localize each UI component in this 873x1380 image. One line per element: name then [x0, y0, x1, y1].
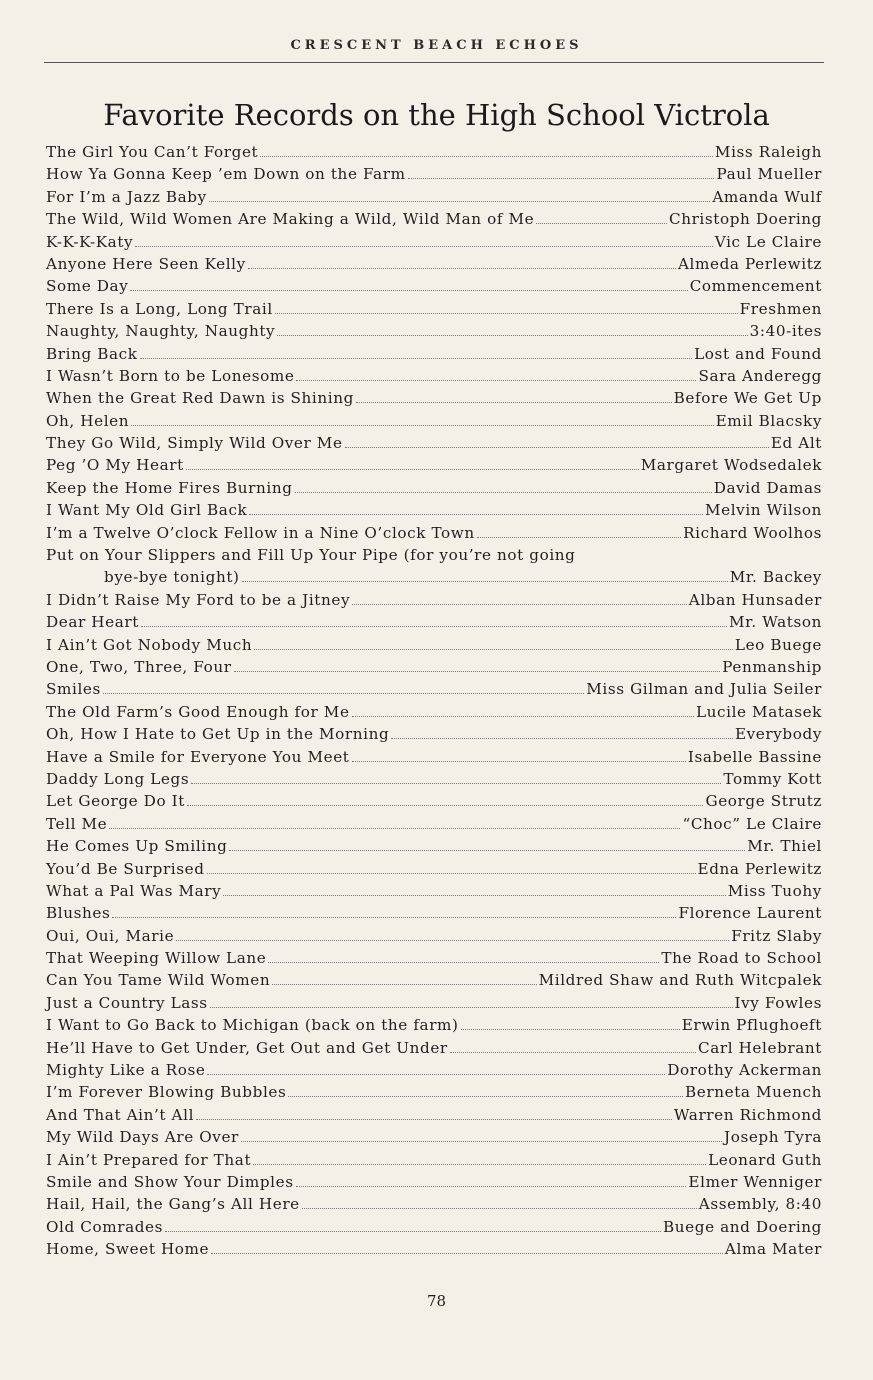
- record-row: [46, 1081, 822, 1103]
- dot-leader: [229, 850, 745, 851]
- dot-leader: [302, 1208, 697, 1209]
- record-row: [46, 1216, 822, 1238]
- record-row: [46, 835, 822, 857]
- record-row: [46, 1193, 822, 1215]
- record-person: Alma Mater: [724, 1240, 822, 1259]
- record-song: Oui, Oui, Marie: [46, 926, 175, 945]
- record-person: Buege and Doering: [663, 1217, 822, 1236]
- record-row: [46, 1104, 822, 1126]
- record-person: Ed Alt: [770, 434, 822, 453]
- record-song: Just a Country Lass: [46, 993, 208, 1012]
- record-song: Home, Sweet Home: [46, 1240, 210, 1259]
- record-song: Oh, Helen: [46, 411, 130, 430]
- record-song: There Is a Long, Long Trail: [46, 299, 273, 318]
- dot-leader: [352, 716, 694, 717]
- record-song: He Comes Up Smiling: [46, 837, 228, 856]
- dot-leader: [130, 290, 687, 291]
- record-row: [46, 858, 822, 880]
- record-song: And That Ain’t All: [46, 1105, 195, 1124]
- dot-leader: [209, 201, 711, 202]
- dot-leader: [296, 380, 696, 381]
- record-row: [46, 141, 822, 163]
- record-person: Penmanship: [722, 658, 822, 676]
- dot-leader: [254, 649, 733, 650]
- page-title: Favorite Records on the High School Victrola: [103, 98, 770, 132]
- record-song: What a Pal Was Mary: [46, 881, 222, 900]
- record-song: I Didn’t Raise My Ford to be a Jitney: [46, 590, 351, 609]
- record-person: Dorothy Ackerman: [667, 1061, 822, 1080]
- record-row: [46, 790, 822, 812]
- record-song: I’m Forever Blowing Bubbles: [46, 1083, 287, 1102]
- record-song: I Ain’t Got Nobody Much: [46, 635, 253, 654]
- dot-leader: [135, 246, 713, 247]
- record-row: [46, 947, 822, 969]
- dot-leader: [450, 1052, 696, 1053]
- record-row: [46, 231, 822, 253]
- dot-leader: [391, 738, 733, 739]
- record-person: Alban Hunsader: [688, 590, 822, 609]
- record-song: Let George Do It: [46, 792, 185, 811]
- record-song: I Wasn’t Born to be Lonesome: [46, 366, 295, 385]
- record-row: [46, 1059, 822, 1081]
- dot-leader: [295, 492, 712, 493]
- dot-leader: [141, 626, 727, 627]
- dot-leader: [234, 671, 721, 672]
- dot-leader: [112, 917, 676, 918]
- record-song: The Wild, Wild Women Are Making a Wild, Wild Man of Me: [46, 210, 535, 229]
- record-person: Mr. Watson: [729, 613, 822, 632]
- dot-leader: [275, 313, 738, 314]
- record-row: [46, 298, 822, 320]
- record-song: Blushes: [46, 904, 111, 923]
- record-row: [46, 1126, 822, 1148]
- record-row: [46, 1171, 822, 1193]
- record-row: [46, 163, 822, 185]
- record-row: [46, 320, 822, 342]
- dot-leader: [408, 178, 715, 179]
- record-person: Everybody: [734, 725, 822, 744]
- record-person: The Road to School: [661, 949, 822, 968]
- dot-leader: [345, 447, 769, 448]
- record-song: You’d Be Surprised: [46, 859, 205, 878]
- record-person: Mr. Thiel: [747, 837, 822, 856]
- record-row: [46, 410, 822, 432]
- record-row: [46, 992, 822, 1014]
- record-song: The Old Farm’s Good Enough for Me: [46, 702, 350, 721]
- record-row: [46, 656, 822, 678]
- record-person: Miss Raleigh: [714, 143, 822, 161]
- dot-leader: [207, 873, 696, 874]
- record-song: Smile and Show Your Dimples: [46, 1172, 294, 1191]
- record-person: Ivy Fowles: [734, 993, 822, 1012]
- record-person: “Choc” Le Claire: [682, 814, 822, 833]
- record-person: Lost and Found: [694, 344, 822, 363]
- record-song: Put on Your Slippers and Fill Up Your Pipe (for you’re not going: [46, 546, 576, 565]
- dot-leader: [186, 469, 639, 470]
- record-song: Smiles: [46, 680, 101, 699]
- record-person: Edna Perlewitz: [697, 859, 822, 878]
- record-song: Oh, How I Hate to Get Up in the Morning: [46, 725, 390, 744]
- dot-leader: [241, 1141, 722, 1142]
- page-number: 78: [426, 1292, 447, 1310]
- record-person: Carl Helebrant: [697, 1038, 822, 1057]
- dot-leader: [277, 335, 747, 336]
- dot-leader: [176, 940, 729, 941]
- record-row: [46, 880, 822, 902]
- record-row: [46, 902, 822, 924]
- record-song: Naughty, Naughty, Naughty: [46, 322, 276, 341]
- record-row: [46, 1037, 822, 1059]
- record-row: [46, 1238, 822, 1260]
- record-person: Freshmen: [739, 299, 822, 318]
- record-row: [46, 589, 822, 611]
- record-row: [46, 746, 822, 768]
- record-song: Have a Smile for Everyone You Meet: [46, 747, 350, 766]
- record-row: [46, 253, 822, 275]
- record-row: [46, 275, 822, 297]
- dot-leader: [296, 1186, 687, 1187]
- dot-leader: [288, 1096, 683, 1097]
- record-row: [46, 365, 822, 387]
- record-row: [46, 522, 822, 544]
- record-person: Christoph Doering: [668, 210, 822, 229]
- record-person: Florence Laurent: [678, 904, 822, 923]
- record-person: Emil Blacsky: [715, 411, 822, 430]
- record-person: Almeda Perlewitz: [677, 254, 822, 273]
- record-song: I Want My Old Girl Back: [46, 501, 248, 520]
- record-person: Berneta Muench: [685, 1083, 822, 1102]
- record-person: Leonard Guth: [708, 1150, 822, 1169]
- record-person: Fritz Slaby: [731, 926, 822, 945]
- record-song: Mighty Like a Rose: [46, 1061, 206, 1080]
- dot-leader: [477, 537, 681, 538]
- record-song: For I’m a Jazz Baby: [46, 187, 207, 206]
- record-person: Assembly, 8:40: [698, 1195, 822, 1214]
- record-song: When the Great Red Dawn is Shining: [46, 389, 354, 408]
- record-song: I Want to Go Back to Michigan (back on the farm): [46, 1016, 459, 1035]
- record-row: [46, 432, 822, 454]
- dot-leader: [352, 761, 686, 762]
- record-row: [46, 723, 822, 745]
- dot-leader: [268, 962, 659, 963]
- record-song: I’m a Twelve O’clock Fellow in a Nine O’clock Town: [46, 523, 475, 542]
- record-person: Warren Richmond: [673, 1105, 822, 1124]
- dot-leader: [253, 1164, 706, 1165]
- record-row: [46, 477, 822, 499]
- dot-leader: [223, 895, 725, 896]
- record-person: Mildred Shaw and Ruth Witcpalek: [538, 971, 822, 990]
- dot-leader: [196, 1119, 672, 1120]
- record-person: David Damas: [713, 478, 822, 497]
- record-song: How Ya Gonna Keep ’em Down on the Farm: [46, 165, 406, 184]
- dot-leader: [103, 693, 584, 694]
- dot-leader: [207, 1074, 665, 1075]
- record-song: My Wild Days Are Over: [46, 1128, 239, 1147]
- dot-leader: [248, 268, 676, 269]
- record-person: 3:40-ites: [749, 322, 822, 341]
- record-person: Commencement: [689, 277, 822, 296]
- record-song: Dear Heart: [46, 613, 139, 632]
- record-row: [46, 544, 822, 589]
- dot-leader: [165, 1231, 661, 1232]
- record-person: Amanda Wulf: [712, 187, 822, 206]
- record-row: [46, 611, 822, 633]
- dot-leader: [187, 805, 704, 806]
- record-person: Miss Gilman and Julia Seiler: [586, 680, 822, 699]
- record-person: Elmer Wenniger: [688, 1172, 822, 1191]
- record-song: Bring Back: [46, 344, 138, 363]
- record-person: Melvin Wilson: [704, 501, 822, 520]
- record-person: Miss Tuohy: [727, 881, 822, 900]
- dot-leader: [109, 828, 680, 829]
- record-song: Anyone Here Seen Kelly: [46, 254, 246, 273]
- record-person: Richard Woolhos: [683, 523, 822, 542]
- record-song: They Go Wild, Simply Wild Over Me: [46, 434, 343, 453]
- records-list: [46, 141, 822, 1261]
- dot-leader: [461, 1029, 680, 1030]
- record-row: [46, 186, 822, 208]
- running-header: CRESCENT BEACH ECHOES: [290, 38, 583, 53]
- record-row: [46, 387, 822, 409]
- record-song: Daddy Long Legs: [46, 769, 190, 788]
- record-row: [46, 925, 822, 947]
- record-person: Tommy Kott: [723, 769, 822, 788]
- dot-leader: [260, 156, 713, 157]
- dot-leader: [352, 604, 687, 605]
- record-song: Hail, Hail, the Gang’s All Here: [46, 1195, 300, 1214]
- record-song: Some Day: [46, 277, 129, 296]
- record-row: [46, 208, 822, 230]
- record-person: Sara Anderegg: [698, 366, 822, 385]
- record-person: Vic Le Claire: [714, 232, 822, 251]
- record-song: Tell Me: [46, 814, 108, 833]
- record-row: [46, 701, 822, 723]
- dot-leader: [356, 402, 672, 403]
- record-song: Keep the Home Fires Burning: [46, 478, 293, 497]
- record-row: [46, 343, 822, 365]
- record-person: Erwin Pflughoeft: [681, 1016, 822, 1035]
- record-song: The Girl You Can’t Forget: [46, 143, 259, 161]
- record-person: Mr. Backey: [729, 568, 822, 587]
- record-row: [46, 499, 822, 521]
- record-song: Can You Tame Wild Women: [46, 971, 271, 990]
- record-row: [46, 678, 822, 700]
- dot-leader: [242, 581, 728, 582]
- record-song: He’ll Have to Get Under, Get Out and Get Under: [46, 1038, 448, 1057]
- record-song: Old Comrades: [46, 1217, 164, 1236]
- dot-leader: [140, 358, 693, 359]
- record-person: Joseph Tyra: [724, 1128, 822, 1147]
- dot-leader: [536, 223, 667, 224]
- dot-leader: [249, 514, 703, 515]
- record-song: Peg ’O My Heart: [46, 456, 184, 475]
- record-song: That Weeping Willow Lane: [46, 949, 267, 968]
- record-row: [46, 1149, 822, 1171]
- record-person: Paul Mueller: [716, 165, 822, 184]
- record-song-continued: bye-bye tonight): [104, 568, 240, 587]
- record-song: K-K-K-Katy: [46, 232, 134, 251]
- record-row: [46, 768, 822, 790]
- dot-leader: [211, 1253, 723, 1254]
- record-row: [46, 454, 822, 476]
- record-row: [46, 969, 822, 991]
- record-person: George Strutz: [705, 792, 822, 811]
- dot-leader: [210, 1007, 733, 1008]
- record-row: [46, 813, 822, 835]
- record-song: I Ain’t Prepared for That: [46, 1150, 252, 1169]
- record-person: Leo Buege: [734, 635, 822, 654]
- record-person: Before We Get Up: [673, 389, 822, 408]
- record-person: Lucile Matasek: [695, 702, 822, 721]
- header-rule: [44, 62, 824, 63]
- record-song: One, Two, Three, Four: [46, 658, 232, 676]
- dot-leader: [191, 783, 721, 784]
- dot-leader: [131, 425, 713, 426]
- dot-leader: [272, 984, 536, 985]
- record-row: [46, 1014, 822, 1036]
- record-row: [46, 634, 822, 656]
- record-person: Margaret Wodsedalek: [640, 456, 822, 475]
- record-person: Isabelle Bassine: [687, 747, 822, 766]
